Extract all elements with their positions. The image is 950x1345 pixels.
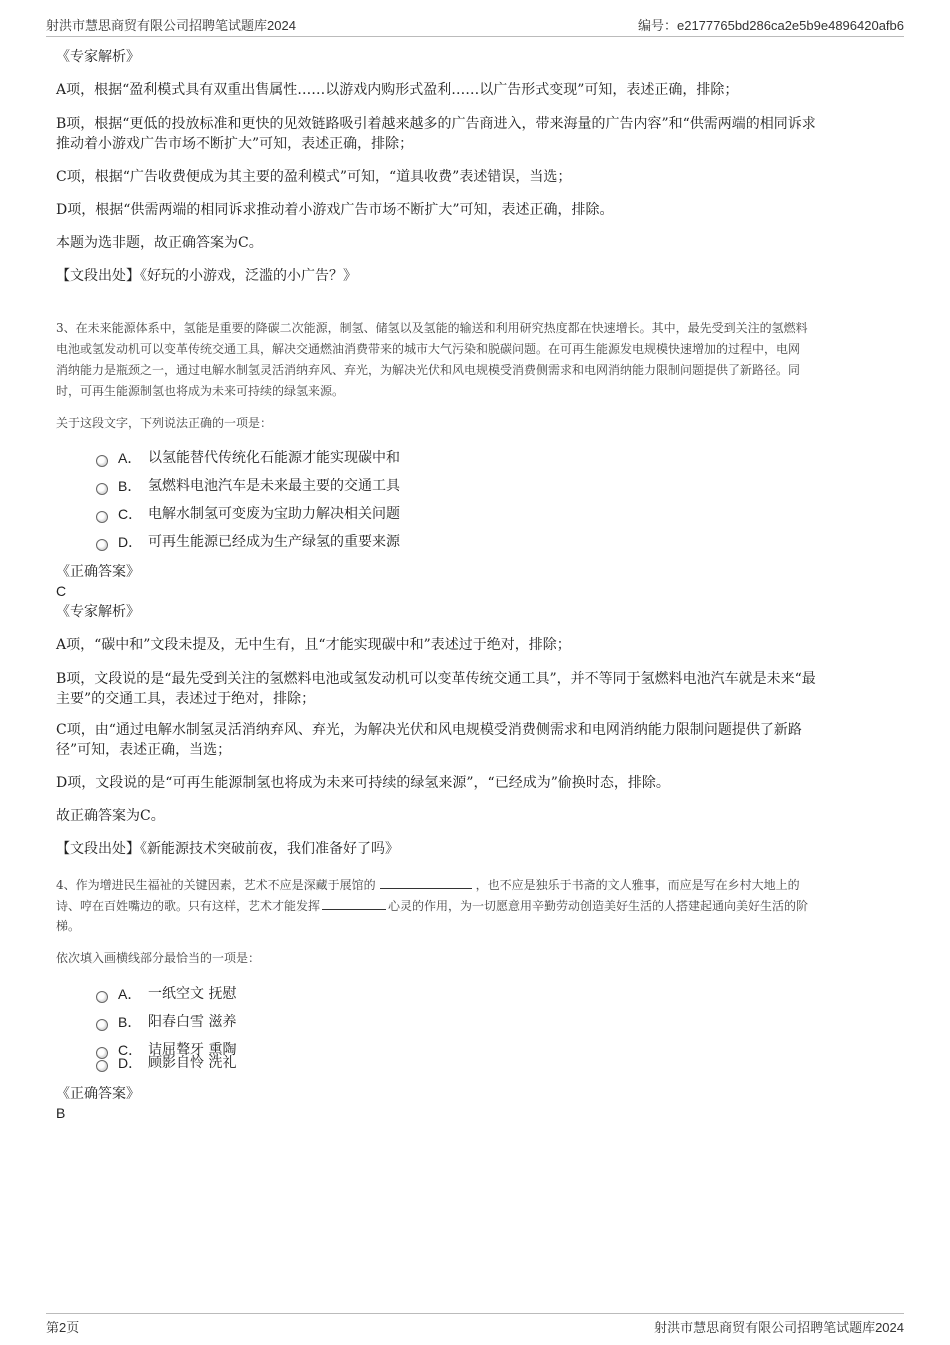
radio-icon[interactable] [96,991,108,1003]
q3-conclusion: 故正确答案为C。 [56,808,165,824]
q3-option-d[interactable] [96,532,400,552]
page-header [46,14,904,37]
q4-option-d[interactable] [96,1053,236,1073]
q3-passage-line3: 消纳能力是瓶颈之一，通过电解水制氢灵活消纳弃风、弃光，为解决光伏和风电规模受消费侧需求和电网消纳能力限制问题提供了新路径。同 [56,363,801,377]
header-serial: 编号：e2177765bd286ca2e5b9e4896420afb6 [637,17,904,33]
option-text: 阳春白雪 滋养 [148,1014,237,1030]
q4-answer-label: 《正确答案》 [56,1086,140,1102]
option-letter: B． [118,1014,142,1030]
q4-question: 依次填入画横线部分最恰当的一项是： [56,951,261,965]
option-text: 一纸空文 抚慰 [148,986,237,1002]
q2-analysis-a: A项，根据“盈利模式具有双重出售属性……以游戏内购形式盈利……以广告形式变现”可知，表述正确，排除； [56,82,739,98]
option-letter: D． [118,534,143,550]
q3-analysis-label: 《专家解析》 [56,604,140,620]
q4-text-part: 诗、哼在百姓嘴边的歌。只有这样，艺术才能发挥 [56,899,321,913]
q3-answer-label: 《正确答案》 [56,564,140,580]
option-text: 以氢能替代传统化石能源才能实现碳中和 [148,450,400,466]
q4-text-part: 4、作为增进民生福祉的关键因素，艺术不应是深藏于展馆的 [56,878,376,892]
q2-conclusion: 本题为选非题，故正确答案为C。 [56,235,263,251]
q3-analysis-c-line1: C项，由“通过电解水制氢灵活消纳弃风、弃光，为解决光伏和风电规模受消费侧需求和电网消纳能力限制问题提供了新路 [56,722,802,738]
q3-source: 【文段出处】《新能源技术突破前夜，我们准备好了吗》 [56,841,399,857]
q2-analysis-d: D项，根据“供需两端的相同诉求推动着小游戏广告市场不断扩大”可知，表述正确，排除。 [56,202,614,218]
fill-blank-2[interactable] [322,895,386,910]
page-footer [46,1313,904,1336]
fill-blank-1[interactable] [380,874,472,889]
q4-passage-line3: 梯。 [56,919,81,933]
page-number: 第2页 [46,1319,80,1335]
q2-source: 【文段出处】《好玩的小游戏，泛滥的小广告？》 [56,268,357,284]
q4-text-part: 心灵的作用，为一切愿意用辛勤劳动创造美好生活的人搭建起通向美好生活的阶 [388,899,809,913]
radio-icon[interactable] [96,1060,108,1072]
radio-icon[interactable] [96,539,108,551]
option-letter: A． [118,986,142,1002]
option-letter: C． [118,506,143,522]
option-text: 电解水制氢可变废为宝助力解决相关问题 [148,506,400,522]
q3-analysis-b-line1: B项，文段说的是“最先受到关注的氢燃料电池或氢发动机可以变革传统交通工具”，并不等同于氢燃料电池汽车就是未来“最 [56,671,816,687]
q4-option-a[interactable] [96,984,236,1004]
q2-analysis-b-line1: B项，根据“更低的投放标准和更快的见效链路吸引着越来越多的广告商进入，带来海量的广告内容”和“供需两端的相同诉求 [56,116,816,132]
option-letter: D． [118,1055,143,1071]
radio-icon[interactable] [96,511,108,523]
radio-icon[interactable] [96,455,108,467]
q3-passage-line2: 电池或氢发动机可以变革传统交通工具，解决交通燃油消费带来的城市大气污染和脱碳问题。在可再生能源发电规模快速增加的过程中，电网 [56,342,801,356]
q4-passage-line2 [56,895,894,917]
option-text: 氢燃料电池汽车是未来最主要的交通工具 [148,478,400,494]
q4-answer: B [56,1105,66,1121]
q3-analysis-c-line2: 径”可知，表述正确，当选； [56,742,232,758]
option-letter: C． [118,1042,143,1058]
q2-analysis-label: 《专家解析》 [56,49,140,65]
header-title: 射洪市慧思商贸有限公司招聘笔试题库2024 [46,17,296,33]
q3-question: 关于这段文字，下列说法正确的一项是： [56,416,273,430]
q3-option-a[interactable] [96,448,400,468]
option-text: 顾影自怜 洗礼 [148,1055,237,1071]
q4-text-part: ，也不应是独乐于书斋的文人雅事，而应是写在乡村大地上的 [475,878,800,892]
q2-analysis-b-line2: 推动着小游戏广告市场不断扩大”可知，表述正确，排除； [56,136,414,152]
footer-title: 射洪市慧思商贸有限公司招聘笔试题库2024 [654,1319,904,1335]
radio-icon[interactable] [96,1019,108,1031]
q2-analysis-c: C项，根据“广告收费便成为其主要的盈利模式”可知，“道具收费”表述错误，当选； [56,169,572,185]
q3-analysis-a: A项，“碳中和”文段未提及，无中生有，且“才能实现碳中和”表述过于绝对，排除； [56,637,571,653]
q3-option-b[interactable] [96,476,400,496]
option-text: 诘屈聱牙 熏陶 [148,1042,237,1058]
option-text: 可再生能源已经成为生产绿氢的重要来源 [148,534,400,550]
q4-passage-line1 [56,874,894,896]
q3-answer: C [56,583,67,599]
option-letter: A． [118,450,142,466]
q3-analysis-b-line2: 主要”的交通工具，表述过于绝对，排除； [56,691,316,707]
radio-icon[interactable] [96,483,108,495]
q3-passage-line4: 时，可再生能源制氢也将成为未来可持续的绿氢来源。 [56,384,345,398]
q3-passage-line1: 3、在未来能源体系中，氢能是重要的降碳二次能源，制氢、储氢以及氢能的输送和利用研究热度都在快速增长。其中，最先受到关注的氢燃料 [56,321,808,335]
q3-option-c[interactable] [96,504,400,524]
option-letter: B． [118,478,142,494]
q4-option-b[interactable] [96,1012,236,1032]
q3-analysis-d: D项，文段说的是“可再生能源制氢也将成为未来可持续的绿氢来源”，“已经成为”偷换时态，排除。 [56,775,670,791]
